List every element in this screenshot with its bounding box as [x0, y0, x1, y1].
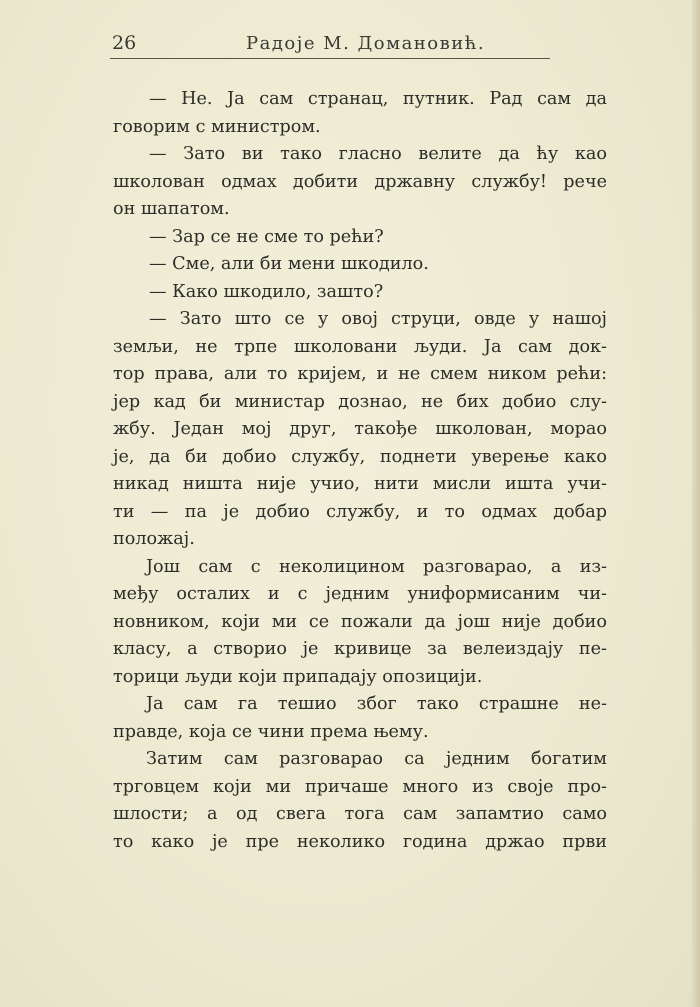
text-line: — Зато ви тако гласно велите да ћу као — [149, 144, 607, 164]
running-head: Радоје М. Домановић. — [246, 33, 486, 54]
text-line: школован одмах добити државну службу! рече — [113, 171, 607, 192]
text-line: ти — па је добио службу, и то одмах добар — [113, 501, 607, 522]
text-line: — Зар се не сме то рећи? — [149, 226, 384, 247]
body-text — [113, 86, 607, 856]
text-line: шлости; а од свега тога сам запамтио само — [113, 804, 607, 824]
text-line: жбу. Један мој друг, такође школован, морао — [113, 419, 607, 439]
text-line: трговцем који ми причаше много из своје про- — [113, 776, 607, 797]
text-line: јер кад би министар дознао, не бих добио слу- — [113, 391, 607, 412]
text-line: он шапатом. — [113, 199, 230, 219]
text-line: међу осталих и с једним униформисаним чи- — [113, 584, 607, 604]
text-line: је, да би добио службу, поднети уверење како — [113, 446, 607, 467]
text-line: — Како шкодило, зашто? — [149, 281, 384, 302]
text-line: класу, а створио је кривице за велеиздају пе- — [113, 639, 607, 659]
page-header — [112, 30, 606, 58]
text-line: никад ништа није учио, нити мисли ишта учи- — [113, 474, 607, 494]
text-line: положај. — [113, 529, 195, 549]
text-line: земљи, не трпе школовани људи. Ја сам док- — [113, 336, 607, 357]
text-line: — Зато што се у овој струци, овде у нашој — [149, 309, 607, 329]
text-line: — Сме, али би мени шкодило. — [149, 254, 429, 274]
text-line: Ја сам га тешио због тако страшне не- — [146, 694, 607, 714]
text-line: — Не. Ја сам странац, путник. Рад сам да — [149, 89, 607, 109]
text-line: правде, која се чини према њему. — [113, 721, 429, 742]
text-line: то како је пре неколико година држао први — [113, 831, 607, 852]
text-line: Затим сам разговарао са једним богатим — [146, 749, 607, 769]
page-edge — [692, 0, 700, 1007]
header-rule — [110, 58, 550, 59]
text-line: торици људи који припадају опозицији. — [113, 666, 483, 687]
text-line: новником, који ми се пожали да још није добио — [113, 611, 607, 632]
text-line: Још сам с неколицином разговарао, а из- — [146, 556, 607, 577]
page-number: 26 — [112, 32, 137, 54]
text-line: говорим с министром. — [113, 116, 321, 137]
text-line: тор права, али то кријем, и не смем ником рећи: — [113, 364, 607, 384]
